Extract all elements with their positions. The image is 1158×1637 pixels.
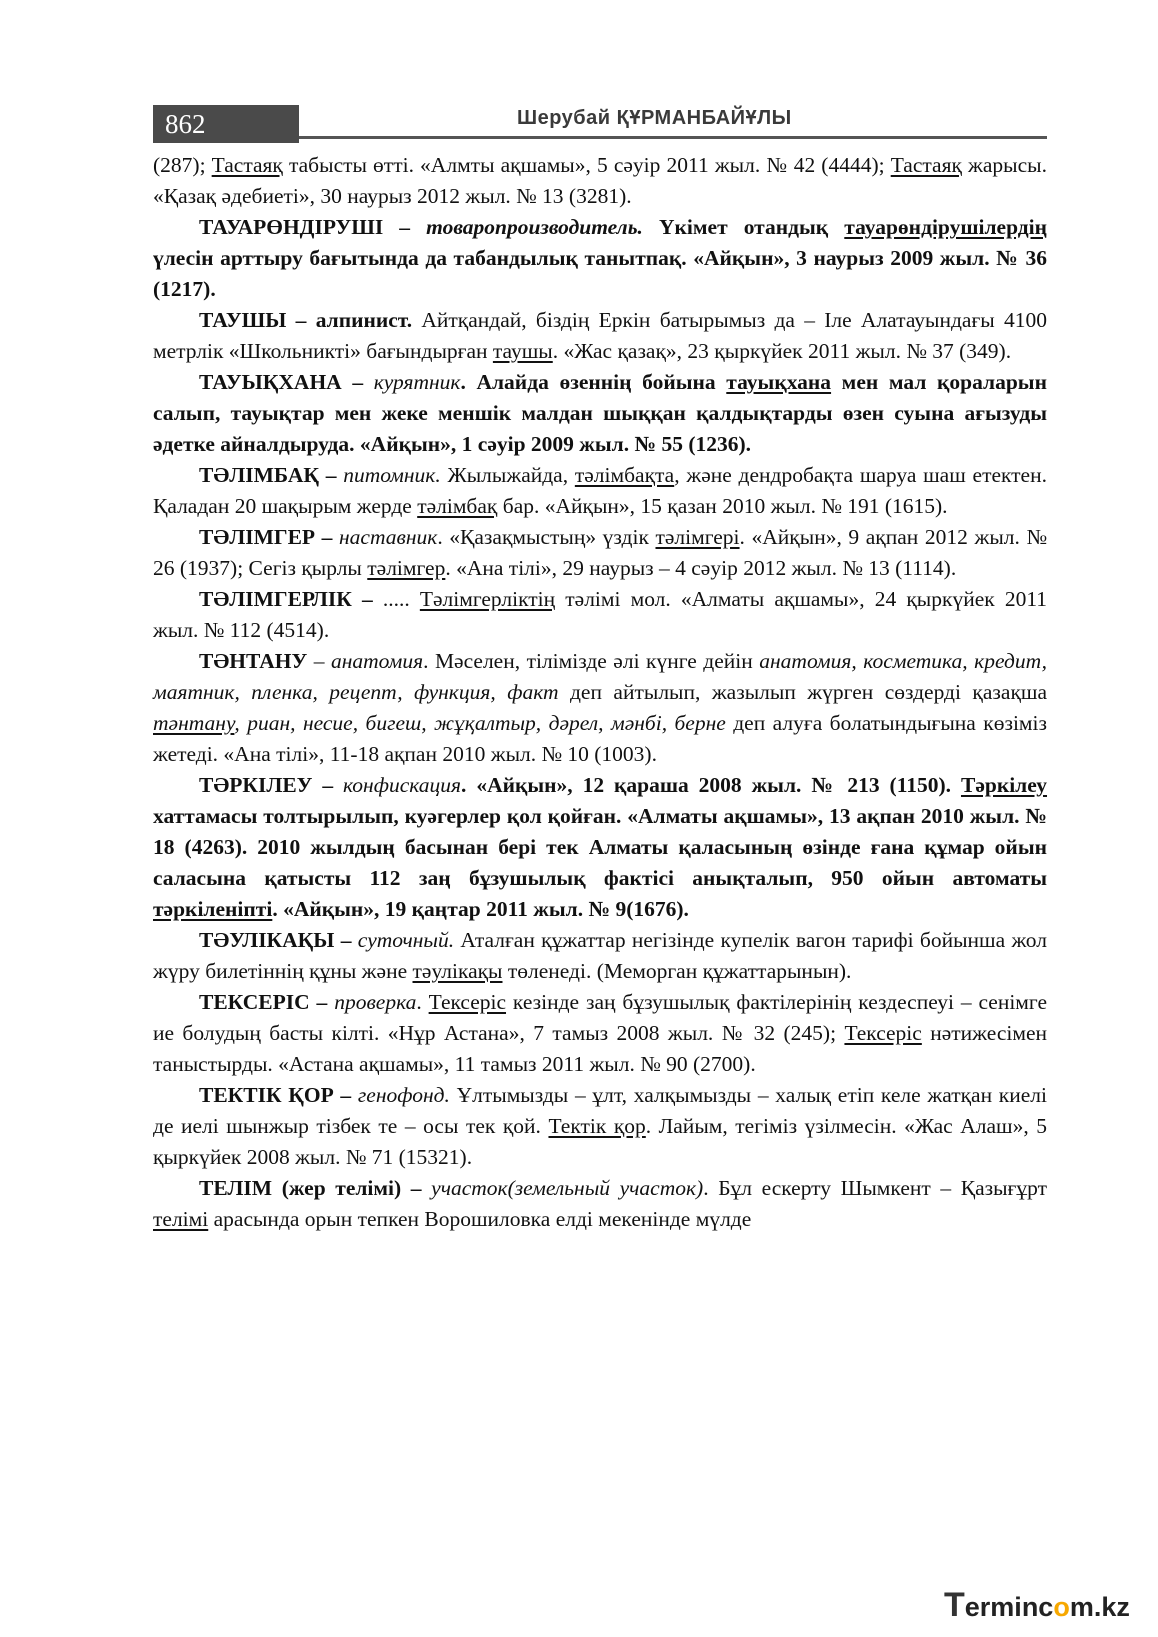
- text-run: ТЕКТІК ҚОР –: [199, 1083, 358, 1107]
- text-run: ТАУШЫ – алпинист.: [199, 308, 413, 332]
- text-run: участок(земельный участок): [431, 1176, 704, 1200]
- text-run: Аталған құжаттар негізінде купелік вагон тарифі бойынша жол жүру билетіннің құны және: [153, 928, 1048, 983]
- text-run: ТӘНТАНУ: [199, 649, 308, 673]
- text-run: товаропроизводитель.: [426, 215, 643, 239]
- text-run: наставник: [339, 525, 438, 549]
- text-run: . Алайда өзеннің бойына: [460, 370, 727, 394]
- dictionary-entry: [153, 367, 1047, 460]
- text-run: хаттамасы толтырылып, куәгерлер қол қойған. «Алматы ақшамы», 13 ақпан 2010 жыл. № 18 (4263). 2010 жылдың басынан бері тек Алматы қаласының өзінде ғана құмар ойын саласына қатысты 112 заң бұзушылық фактісі анықталып, 950 ойын автоматы: [153, 804, 1047, 890]
- text-run: питомник.: [343, 463, 441, 487]
- text-run: Үкімет отандық: [642, 215, 845, 239]
- dictionary-entry: [153, 1080, 1047, 1173]
- text-run: тәулікақы: [412, 959, 503, 983]
- text-run: үлесін арттыру бағытында да табандылық танытпақ. «Айқын», 3 наурыз 2009 жыл. № 36 (1217).: [153, 246, 1047, 301]
- text-run: , риан, несие, бигеш, жұқалтыр, дәрел, мәнбі, берне: [234, 711, 726, 735]
- text-run: мен мал қораларын салып, тауықтар мен жеке меншік малдан шыққан қалдықтарды өзен суына ағызуды әдетке айналдыруда. «Айқын», 1 сәуір 2009 жыл. № 55 (1236).: [153, 370, 1047, 456]
- text-run: бар. «Айқын», 15 қазан 2010 жыл. № 191 (1615).: [497, 494, 948, 518]
- text-run: .....: [382, 587, 420, 611]
- text-run: табысты өтті. «Алмты ақшамы», 5 сәуір 2011 жыл. № 42 (4444);: [282, 153, 891, 177]
- text-run: Тектік қор: [548, 1114, 646, 1138]
- text-run: тәлімі мол. «Алматы ақшамы», 24 қыркүйек 2011 жыл. № 112 (4514).: [153, 587, 1048, 642]
- text-run: . «Айқын», 19 қаңтар 2011 жыл. № 9(1676).: [272, 897, 689, 921]
- logo-middle: erminc: [964, 1592, 1054, 1622]
- text-run: ТӘРКІЛЕУ –: [199, 773, 344, 797]
- text-run: , және дендробақта шаруа шаш етектен. Қаладан 20 шақырым жерде: [153, 463, 1047, 518]
- text-run: деп алуға болатындығына көзіміз жетеді. «Ана тілі», 11-18 ақпан 2010 жыл. № 10 (1003).: [153, 711, 1047, 766]
- text-run: Ұлтымызды – ұлт, халқымызды – халық етіп келе жатқан киелі де иелі шынжыр тізбек те – осы тек қой.: [153, 1083, 1047, 1138]
- text-run: Айтқандай, біздің Еркін батырымыз да – Іле Алатауындағы 4100 метрлік «Школьникті» бағындырған: [153, 308, 1047, 363]
- page-header: [153, 105, 1047, 143]
- logo-letter-t: T: [944, 1586, 965, 1624]
- text-run: проверка: [334, 990, 417, 1014]
- text-run: суточный.: [357, 928, 455, 952]
- text-run: ТЕЛІМ (жер телімі) –: [199, 1176, 432, 1200]
- text-run: тәлімбақ: [417, 494, 498, 518]
- text-run: . Мәселен, тілімізде әлі күнге дейін: [423, 649, 760, 673]
- logo-dot-o: o: [1053, 1592, 1070, 1622]
- header-rule: [299, 136, 1047, 139]
- text-run: арасында орын тепкен Ворошиловка елді мекенінде мүлде: [208, 1207, 752, 1231]
- running-head-author: Шерубай ҚҰРМАНБАЙҰЛЫ: [517, 107, 792, 129]
- dictionary-entry: [153, 987, 1047, 1080]
- text-run: .: [416, 990, 429, 1014]
- text-run: тәлімгері: [655, 525, 740, 549]
- text-run: –: [307, 649, 331, 673]
- text-run: Тексеріс: [844, 1021, 922, 1045]
- text-run: тәлімгер: [367, 556, 446, 580]
- text-run: ТАУЫҚХАНА –: [199, 370, 374, 394]
- text-run: төленеді. (Меморган құжаттарынын).: [502, 959, 852, 983]
- text-run: анатомия: [330, 649, 424, 673]
- text-run: анатомия, косметика, кредит, маятник, пленка, рецепт, функция, факт: [153, 649, 1048, 704]
- page-number: 862: [153, 105, 299, 143]
- text-run: телімі: [153, 1207, 209, 1231]
- dictionary-entry: [153, 1173, 1047, 1235]
- dictionary-entry: [153, 925, 1047, 987]
- text-run: тауарөндірушілердің: [844, 215, 1047, 239]
- dictionary-entry: [153, 646, 1047, 770]
- text-run: ТӘУЛІКАҚЫ –: [199, 928, 358, 952]
- continuation-paragraph: [153, 150, 1047, 212]
- text-run: конфискация: [343, 773, 462, 797]
- text-run: тауықхана: [726, 370, 832, 394]
- text-run: жарысы. «Қазақ әдебиеті», 30 наурыз 2012 жыл. № 13 (3281).: [153, 153, 1047, 208]
- text-run: . Лайым, тегіміз үзілмесін. «Жас Алаш», 5 қыркүйек 2008 жыл. № 71 (15321).: [153, 1114, 1047, 1169]
- text-run: Тексеріс: [428, 990, 507, 1014]
- dictionary-entry: [153, 212, 1047, 305]
- text-run: . «Айқын», 9 ақпан 2012 жыл. № 26 (1937); Сегіз қырлы: [153, 525, 1047, 580]
- termincom-logo: [944, 1586, 1130, 1625]
- text-run: (287);: [153, 153, 212, 177]
- text-run: Жылыжайда,: [440, 463, 575, 487]
- text-run: тәлімбақта: [574, 463, 675, 487]
- text-run: курятник: [373, 370, 461, 394]
- text-run: Тәркілеу: [960, 773, 1048, 797]
- dictionary-entry: [153, 584, 1047, 646]
- text-run: ТЕКСЕРІС –: [199, 990, 335, 1014]
- logo-suffix: m.kz: [1069, 1592, 1130, 1622]
- text-run: деп айтылып, жазылып жүрген сөздерді қазақша: [558, 680, 1047, 704]
- text-run: Тастаяқ: [211, 153, 283, 177]
- text-run: . Бұл ескерту Шымкент – Қазығұрт: [703, 1176, 1047, 1200]
- text-run: таушы: [492, 339, 553, 363]
- text-run: . «Жас қазақ», 23 қыркүйек 2011 жыл. № 37 (349).: [552, 339, 1012, 363]
- text-run: тәркіленіпті: [153, 897, 273, 921]
- text-run: Тастаяқ: [890, 153, 962, 177]
- dictionary-body: [153, 150, 1047, 1235]
- dictionary-entry: [153, 522, 1047, 584]
- text-run: . «Айқын», 12 қараша 2008 жыл. № 213 (1150).: [461, 773, 961, 797]
- text-run: . «Ана тілі», 29 наурыз – 4 сәуір 2012 жыл. № 13 (1114).: [445, 556, 957, 580]
- text-run: ТӘЛІМГЕРЛІК –: [199, 587, 383, 611]
- text-run: . «Қазақмыстың» үздік: [437, 525, 656, 549]
- text-run: ТАУАРӨНДІРУШІ –: [199, 215, 427, 239]
- dictionary-entry: [153, 460, 1047, 522]
- text-run: Тәлімгерліктің: [419, 587, 556, 611]
- text-run: тәнтану: [153, 711, 235, 735]
- dictionary-entry: [153, 305, 1047, 367]
- text-run: ТӘЛІМБАҚ –: [199, 463, 344, 487]
- text-run: нәтижесімен таныстырды. «Астана ақшамы», 11 тамыз 2011 жыл. № 90 (2700).: [153, 1021, 1047, 1076]
- text-run: кезінде заң бұзушылық фактілерінің кездеспеуі – сенімге ие болудың басты кілті. «Нұр Астана», 7 тамыз 2008 жыл. № 32 (245);: [153, 990, 1047, 1045]
- text-run: генофонд.: [357, 1083, 450, 1107]
- dictionary-entry: [153, 770, 1047, 925]
- text-run: ТӘЛІМГЕР –: [199, 525, 339, 549]
